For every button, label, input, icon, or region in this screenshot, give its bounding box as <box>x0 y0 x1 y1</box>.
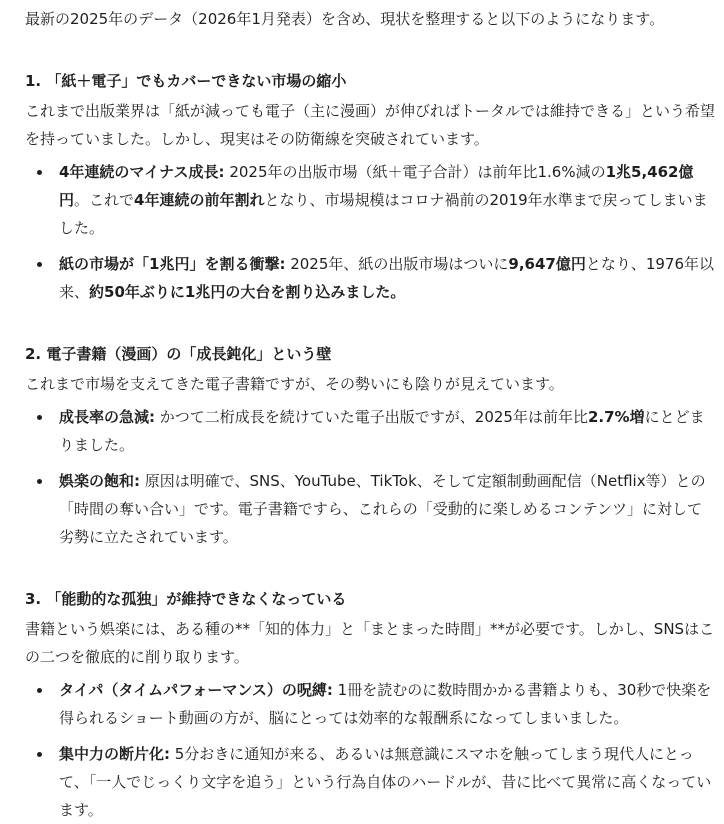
section-1 <box>25 67 716 306</box>
bullet-list <box>25 676 716 824</box>
bold-text: 紙の市場が「1兆円」を割る衝撃: <box>59 255 286 273</box>
body-text: となり、市場規模はコロナ禍前の2019年水準まで戻ってしまいました。 <box>59 191 708 237</box>
section-2 <box>25 340 716 551</box>
body-text: 1冊を読むのに数時間かかる書籍よりも、30秒で快楽を得られるショート動画の方が、脳にとっては効率的な報酬系になってしまいました。 <box>59 681 712 727</box>
body-text: となり、1976年以来、 <box>59 255 715 301</box>
bold-text: 9,647億円 <box>508 255 586 273</box>
body-text: かつて二桁成長を続けていた電子出版ですが、2025年は前年比 <box>155 408 588 426</box>
bold-text: タイパ（タイムパフォーマンス）の呪縛: <box>59 681 333 699</box>
intro-paragraph: 最新の2025年のデータ（2026年1月発表）を含め、現状を整理すると以下のようになります。 <box>25 10 665 28</box>
bullet-item <box>25 467 716 551</box>
bold-text: 4年連続のマイナス成長: <box>59 163 225 181</box>
body-text: にとどまりました。 <box>59 408 705 454</box>
bold-text: 2.7%増 <box>587 408 645 426</box>
section-heading: 1. 「紙＋電子」でもカバーできない市場の縮小 <box>25 72 347 90</box>
section-heading: 3. 「能動的な孤独」が維持できなくなっている <box>25 590 347 608</box>
bullet-item <box>25 158 716 242</box>
bullet-list <box>25 158 716 306</box>
bold-text: 1兆5,462億円 <box>59 163 694 209</box>
body-text: 原因は明確で、SNS、YouTube、TikTok、そして定額制動画配信（Netflix等）との「時間の奪い合い」です。電子書籍ですら、これらの「受動的に楽しめるコンテンツ」に対して劣勢に立たされています。 <box>59 472 706 546</box>
bold-text: 娯楽の飽和: <box>59 472 140 490</box>
section-paragraph: これまで出版業界は「紙が減っても電子（主に漫画）が伸びればトータルでは維持できる」という希望を持っていました。しかし、現実はその防衛線を突破されています。 <box>25 102 716 148</box>
bold-text: 4年連続の前年割れ <box>134 191 265 209</box>
body-text: 2025年の出版市場（紙＋電子合計）は前年比1.6%減の <box>224 163 606 181</box>
bullet-item <box>25 740 716 824</box>
bold-text: 約50年ぶりに1兆円の大台を割り込みました。 <box>89 283 406 301</box>
body-text: 。これで <box>74 191 135 209</box>
bullet-item <box>25 403 716 459</box>
bold-text: 集中力の断片化: <box>59 745 170 763</box>
section-paragraph: 書籍という娯楽には、ある種の**「知的体力」と「まとまった時間」**が必要です。しかし、SNSはこの二つを徹底的に削り取ります。 <box>25 620 715 666</box>
sections-container <box>25 67 716 824</box>
section-heading: 2. 電子書籍（漫画）の「成長鈍化」という壁 <box>25 345 332 363</box>
bullet-item <box>25 676 716 732</box>
bullet-item <box>25 250 716 306</box>
section-paragraph: これまで市場を支えてきた電子書籍ですが、その勢いにも陰りが見えています。 <box>25 375 564 393</box>
body-text: 5分おきに通知が来る、あるいは無意識にスマホを触ってしまう現代人にとって、「一人でじっくり文字を追う」という行為自体のハードルが、昔に比べて異常に高くなっています。 <box>59 745 712 819</box>
body-text: 2025年、紙の出版市場はついに <box>285 255 509 273</box>
bullet-list <box>25 403 716 551</box>
section-3 <box>25 585 716 824</box>
bold-text: 成長率の急減: <box>59 408 155 426</box>
